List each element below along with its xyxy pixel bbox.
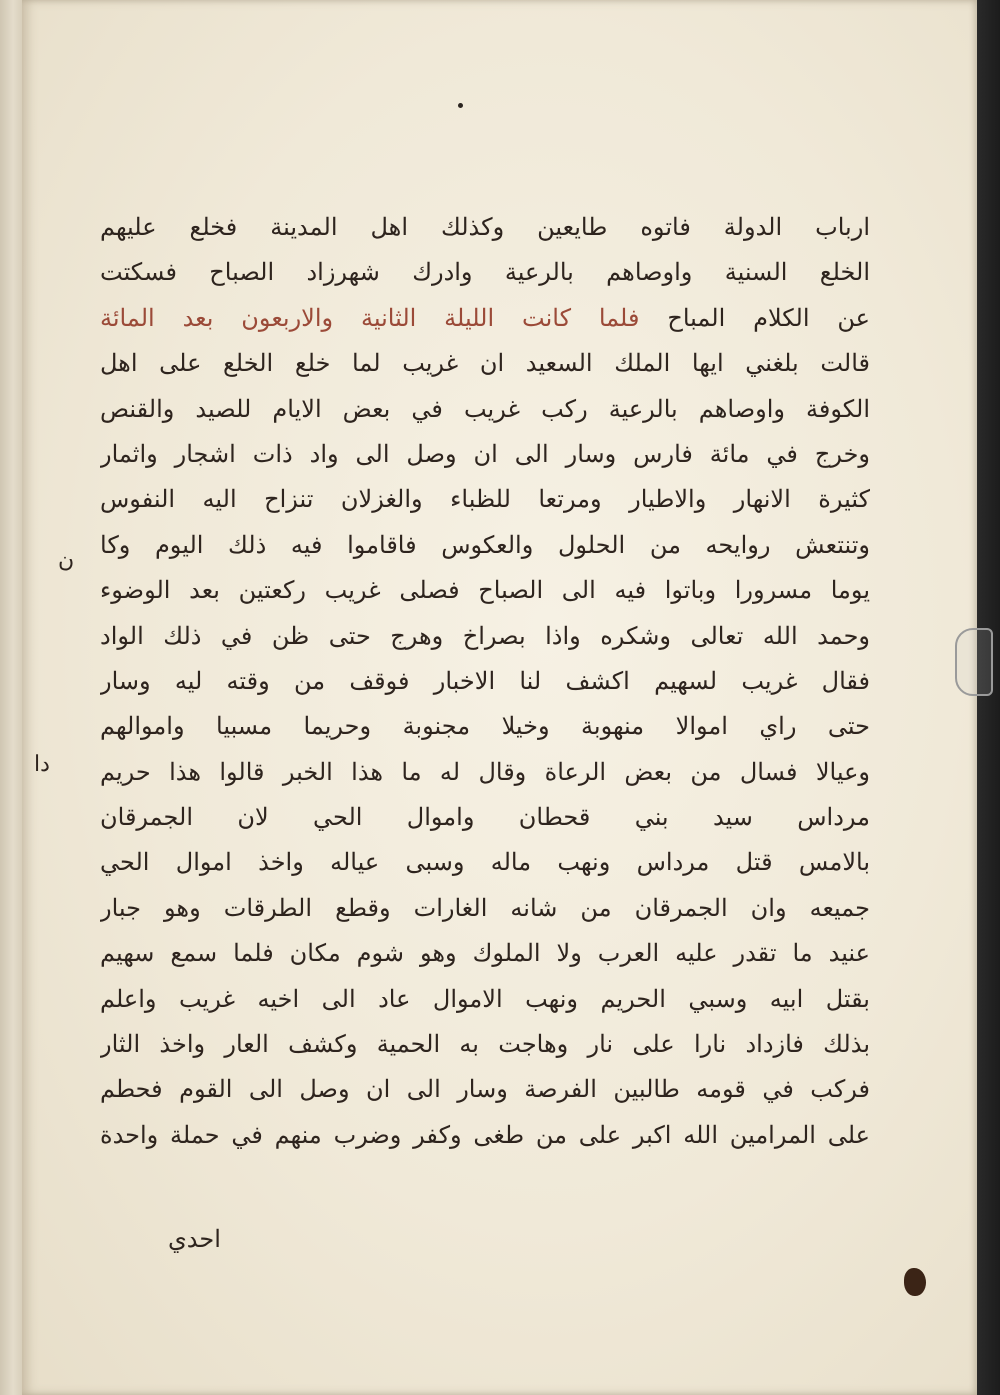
text-block [100,205,870,1158]
text-line: بالامس قتل مرداس ونهب ماله وسبى عياله واخذ اموال الحي [100,848,870,877]
text-line: عنيد ما تقدر عليه العرب ولا الملوك وهو شوم مكان فلما سمع سهيم [100,939,870,968]
ink-stain [904,1268,926,1296]
text-line: فقال غريب لسهيم اكشف لنا الاخبار فوقف من وقته ليه وسار [100,666,870,695]
text-line: قالت بلغني ايها الملك السعيد ان غريب لما خلع الخلع على اهل [100,349,870,378]
text-line: وعيالا فسال من بعض الرعاة وقال له ما هذا الخبر قالوا هذا حريم [100,757,870,786]
text-line: كثيرة الانهار والاطيار ومرتعا للظباء والغزلان تنزاح اليه النفوس [100,485,870,514]
text-line: حتى راي اموالا منهوبة وخيلا مجنوبة وحريما مسبيا واموالهم [100,712,870,741]
text-line: بقتل ابيه وسبي الحريم ونهب الاموال عاد الى اخيه غريب واعلم [100,984,870,1013]
dark-background-edge [977,0,1000,1395]
ink-dot [458,103,463,108]
margin-note: ن [58,548,75,573]
previous-page-edge [0,0,23,1395]
catchword: احدي [168,1225,221,1253]
text-line: الخلع السنية واوصاهم بالرعية وادرك شهرزاد الصباح فسكتت [100,258,870,287]
rubric-heading: فلما كانت الليلة الثانية والاربعون بعد المائة [100,303,640,332]
binding-clip [955,628,993,696]
text-line: مرداس سيد بني قحطان واموال الحي لان الجمرقان [100,803,870,832]
text-line: جميعه وان الجمرقان من شانه الغارات وقطع الطرقات وهو جبار [100,893,870,922]
text-line: عن الكلام المباح فلما كانت الليلة الثانية والاربعون بعد المائة [100,303,870,332]
text-line: يوما مسرورا وباتوا فيه الى الصباح فصلى غريب ركعتين بعد الوضوء [100,576,870,605]
text-line: وحمد الله تعالى وشكره واذا بصراخ وهرج حتى ظن في ذلك الواد [100,621,870,650]
text-line: ارباب الدولة فاتوه طايعين وكذلك اهل المدينة فخلع عليهم [100,213,870,241]
text-line: فركب في قومه طالبين الفرصة وسار الى ان وصل الى القوم فحطم [100,1075,870,1104]
text-line: بذلك فازداد نارا على نار وهاجت به الحمية وكشف العار واخذ الثار [100,1030,870,1059]
text-line: وخرج في مائة فارس وسار الى ان وصل الى واد ذات اشجار واثمار [100,439,870,468]
margin-note: دا [34,752,50,777]
text-line: الكوفة واوصاهم بالرعية ركب غريب في بعض الايام للصيد والقنص [100,394,870,423]
text-line: على المرامين الله اكبر على من طغى وكفر وضرب منهم في حملة واحدة [100,1120,870,1149]
text-line: وتنتعش روايحه من الحلول والعكوس فاقاموا فيه ذلك اليوم وكا [100,530,870,559]
